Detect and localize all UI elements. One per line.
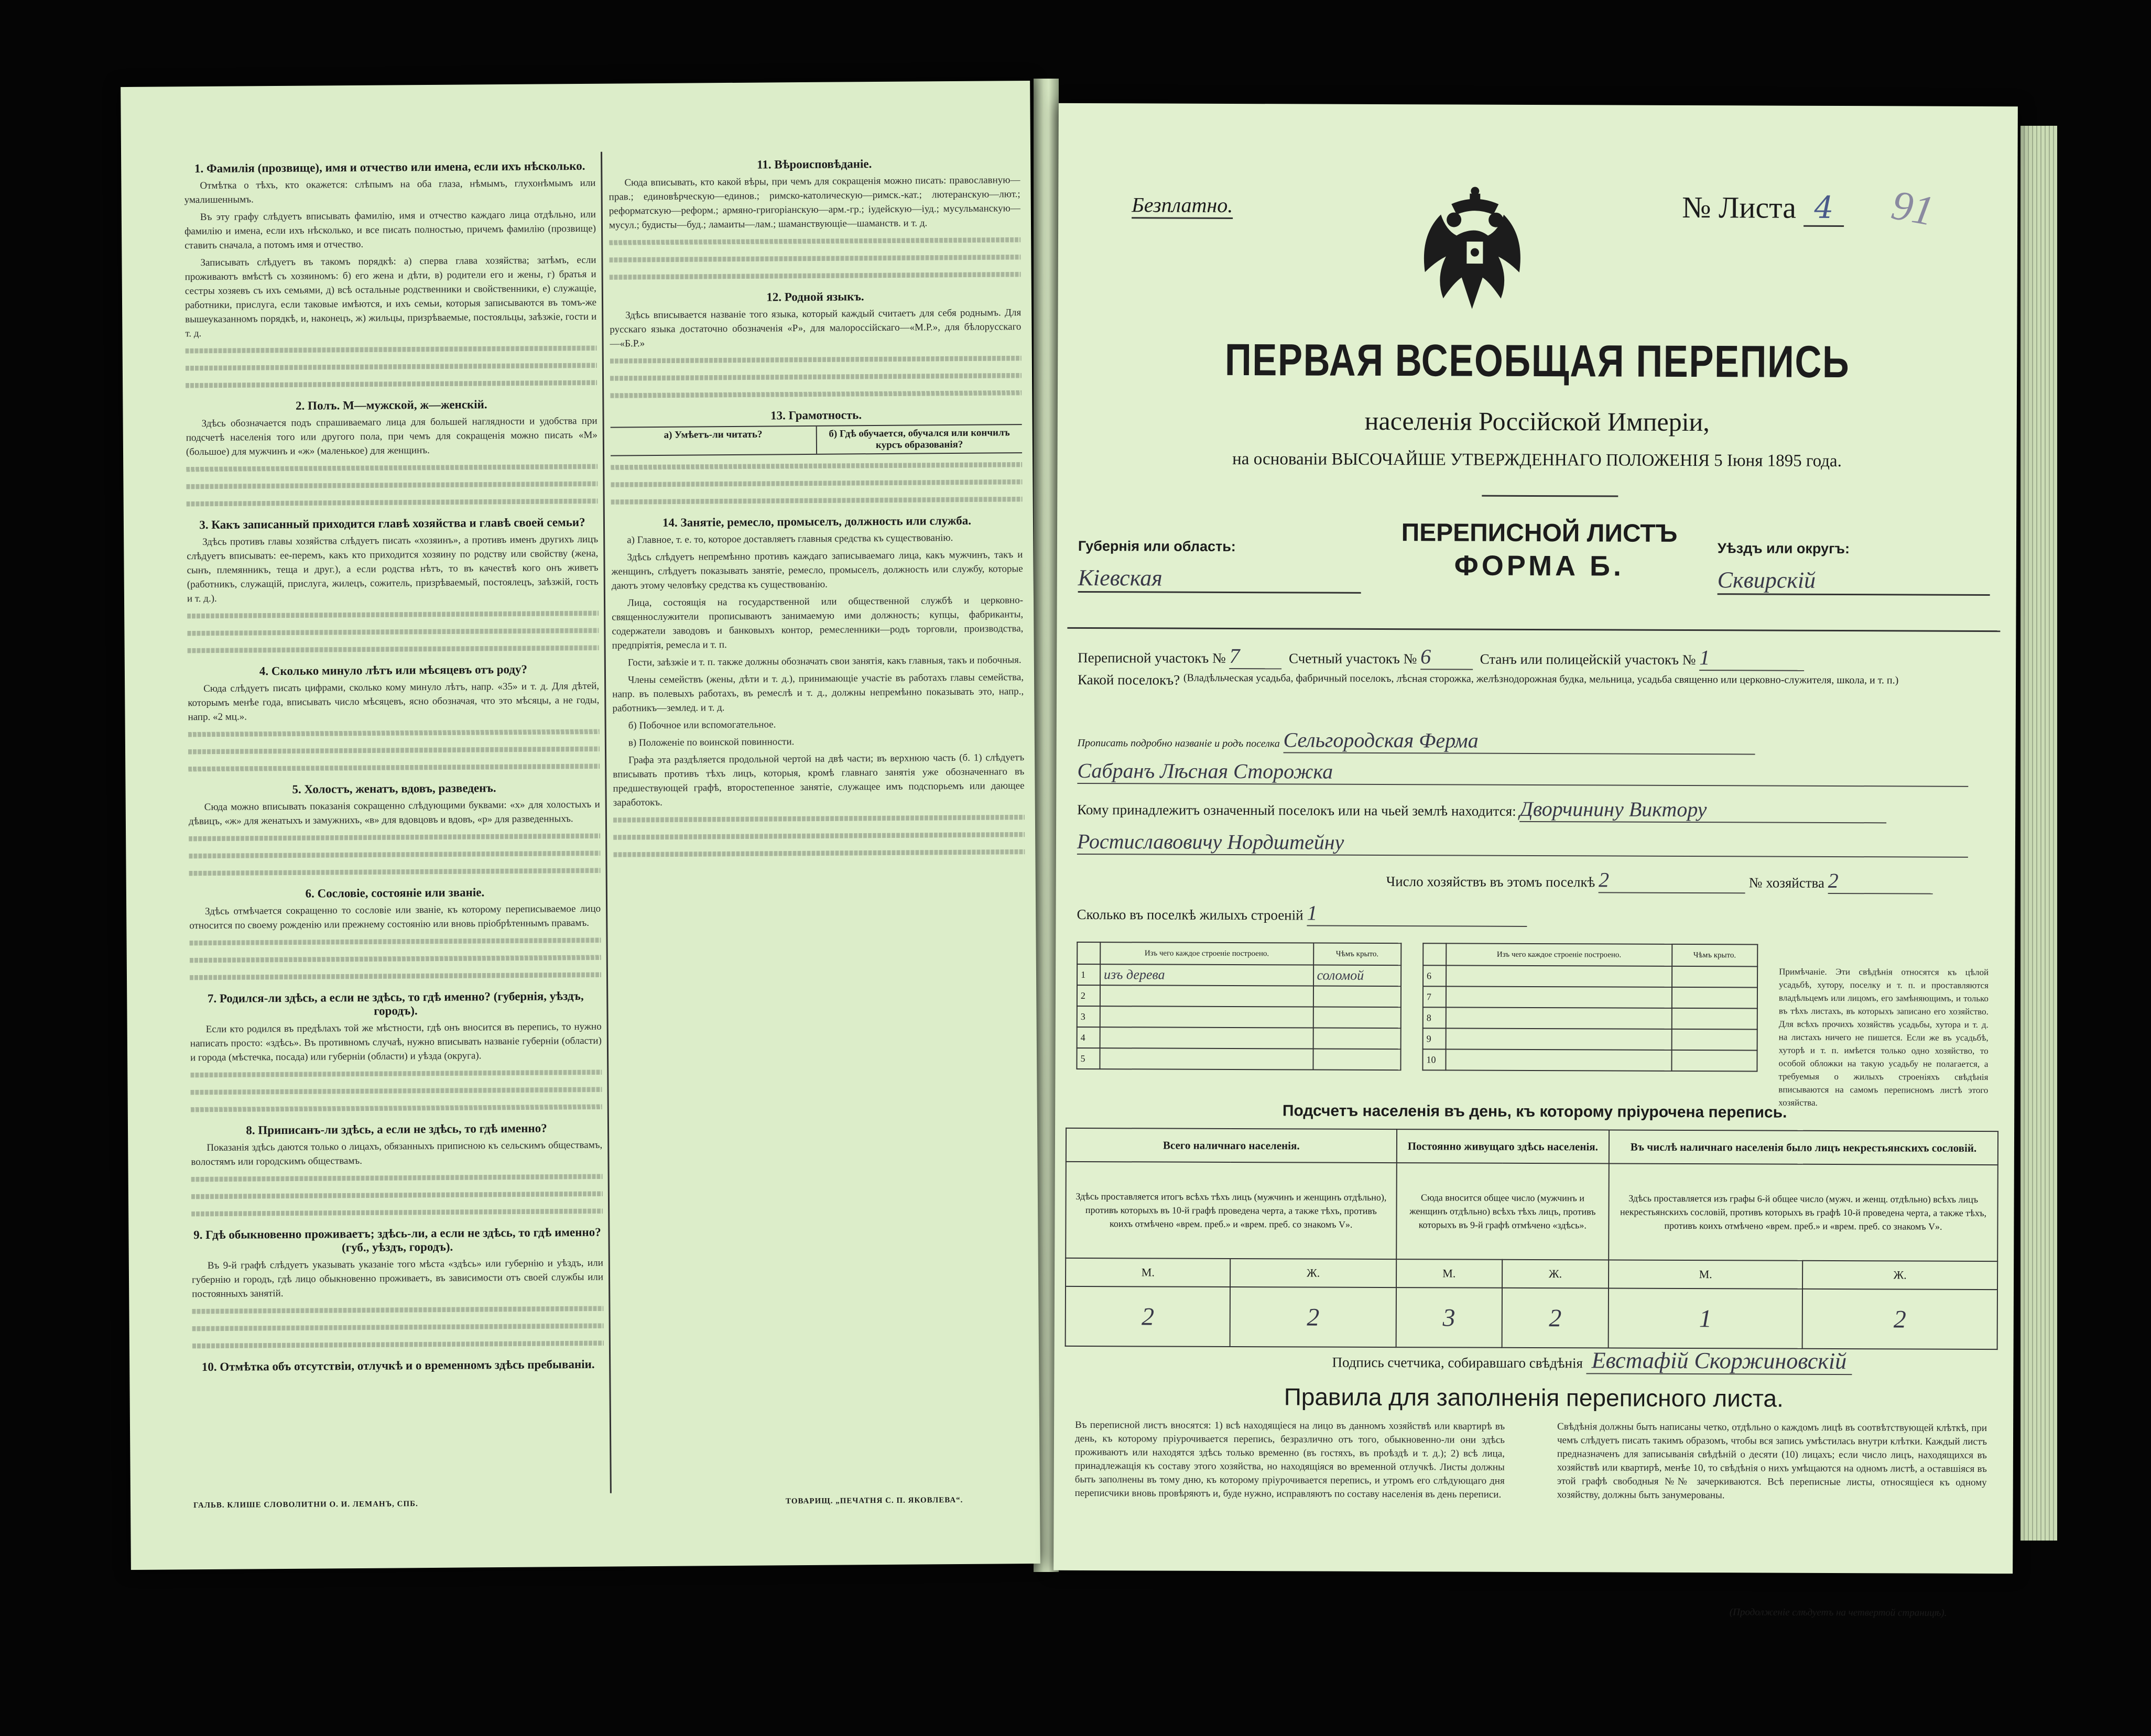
- households-label: Число хозяйствъ въ этомъ поселкѣ: [1386, 874, 1595, 890]
- pop-value-permanent-f: 2: [1502, 1288, 1609, 1348]
- building-cell-roof: [1313, 1028, 1401, 1050]
- section-title: 4. Сколько минуло лѣтъ или мѣсяцевъ отъ роду?: [259, 662, 528, 678]
- settlement-value-row: [1078, 727, 1755, 755]
- building-cell-empty: [1671, 1029, 1757, 1051]
- form-title: [1393, 518, 1686, 583]
- settlement-value2: Сабранъ Лѣсная Сторожка: [1077, 758, 1968, 787]
- owner-row: [1077, 795, 1886, 823]
- dense-text-lines: [187, 499, 598, 507]
- settlement-value-row2: [1077, 758, 1968, 787]
- stan-value: 1: [1699, 645, 1804, 671]
- form-title-line2: ФОРМА Б.: [1454, 550, 1625, 582]
- district-row: [1078, 643, 1804, 671]
- dense-text-lines: [191, 1208, 603, 1216]
- literacy-school-header: б) Гдѣ обучается, обучался или кончилъ курсъ образованія?: [829, 427, 1010, 451]
- building-row: [1077, 1027, 1401, 1049]
- section-text: Члены семействъ (жены, дѣти и т. д.), принимающіе участіе въ работахъ главы семейства, напр. въ полевыхъ работахъ, въ ремеслѣ и т. д., должны непремѣнно показывать это, напр., работникъ—землед. и т. д.: [612, 672, 1024, 714]
- section-text: Показанія здѣсь даются только о лицахъ, обязанныхъ приписною къ сельскимъ обществамъ, волостямъ или городскимъ обществамъ.: [191, 1139, 603, 1168]
- count-district-label: Счетный участокъ №: [1288, 650, 1417, 667]
- building-cell-n: 6: [1423, 965, 1446, 986]
- section-title: 6. Сословіе, состояніе или званіе.: [305, 886, 485, 900]
- continued-note: (Продолженіе слѣдуетъ на четвертой страницѣ).: [1729, 1607, 1947, 1619]
- dense-text-lines: [192, 1306, 603, 1314]
- section-title: 14. Занятіе, ремесло, промыселъ, должность или служба.: [662, 514, 971, 529]
- building-row: [1423, 1028, 1757, 1050]
- dense-text-lines: [191, 1105, 602, 1112]
- bld-header-material: Изъ чего каждое строеніе построено.: [1100, 942, 1313, 965]
- section-title: 2. Полъ. М—мужской, ж—женскій.: [296, 398, 487, 412]
- building-row: [1077, 964, 1401, 986]
- dense-text-lines: [613, 815, 1025, 823]
- section-text: Въ 9-й графѣ слѣдуетъ указывать указаніе того мѣста «здѣсь» или губернію и уѣздъ, или губернію и городъ, гдѣ лицо обыкновенно проживаетъ, въ зависимости отъ своей службы или постоянныхъ занятій.: [191, 1257, 604, 1300]
- dense-text-lines: [609, 237, 1020, 245]
- household-no-label: № хозяйства: [1748, 875, 1825, 891]
- building-row: [1077, 985, 1401, 1007]
- building-cell-empty: [1446, 965, 1672, 987]
- pop-desc-present: Здѣсь проставляется итогъ всѣхъ тѣхъ лицъ (мужчинъ и женщинъ отдѣльно), противъ которыхъ въ 10-й графѣ проведена черта, а также тѣхъ, противъ коихъ отмѣчено «врем. преб.» и «врем. преб. со знакомъ V».: [1066, 1162, 1396, 1259]
- section-title: 3. Какъ записанный приходится главѣ хозяйства и главѣ своей семьи?: [199, 515, 585, 532]
- dwellings-row: [1077, 900, 1527, 927]
- census-district-label: Переписной участокъ №: [1078, 649, 1226, 666]
- literacy-subheaders: [611, 424, 1022, 456]
- section-text: Здѣсь обозначается подъ спрашиваемаго лица для большей наглядности и удобства при подсчетѣ населенія того или другого пола, при чемъ для сокращенія можно писать «М» (большое) для мужчинъ и «ж» (маленькое) для женщинъ.: [186, 415, 598, 458]
- building-cell-roof: [1313, 1049, 1401, 1071]
- household-no-value: 2: [1828, 868, 1933, 894]
- building-cell-material: [1100, 985, 1313, 1007]
- pop-col-f: Ж.: [1502, 1260, 1609, 1289]
- dense-text-lines: [187, 611, 599, 619]
- divider: [1482, 495, 1618, 497]
- section-text: Если кто родился въ предѣлахъ той же мѣстности, гдѣ онъ вносится въ перепись, то нужно написать просто: «здѣсь». Въ противномъ случаѣ, нужно вписывать названіе губерніи (области) и города (мѣстечка, посада) или губерніи (области) и уѣзда (округа).: [190, 1021, 602, 1064]
- section-text: Здѣсь вписывается названіе того языка, который каждый считаетъ для себя роднымъ. Для русскаго языка достаточно обозначенія «Р», для малороссійскаго—«М.Р.», для бѣлорусскаго—«Б.Р.»: [610, 307, 1022, 350]
- population-table: [1065, 1128, 1998, 1350]
- dense-text-lines: [188, 646, 599, 653]
- pop-value-nonpeasant-f: 2: [1802, 1289, 1997, 1349]
- dense-text-lines: [188, 764, 600, 772]
- stan-label: Станъ или полицейскій участокъ №: [1480, 651, 1696, 668]
- signature-label: Подпись счетчика, собиравшаго свѣдѣнія: [1332, 1354, 1583, 1371]
- pop-desc-permanent: Сюда вносится общее число (мужчинъ и женщинъ отдѣльно) всѣхъ тѣхъ лицъ, противъ которыхъ въ 9-й графѣ отмѣчено «здѣсь».: [1396, 1163, 1609, 1260]
- building-cell-empty: [1446, 986, 1672, 1008]
- rules-text-right: Свѣдѣнія должны быть написаны четко, отдѣльно о каждомъ лицѣ въ соотвѣтствующей клѣткѣ, при чемъ слѣдуетъ писать такимъ образомъ, чтобы вся запись умѣстилась внутри клѣтки. Каждый листъ предназначенъ для записыванія свѣдѣній о десяти (10) лицахъ; если число лицъ, находящихся въ хозяйствѣ или квартирѣ, менѣе 10, то свѣдѣнія о нихъ умѣщаются на одномъ листѣ, а оставшіяся въ этой графѣ свободныя №№ зачеркиваются. Всѣ переписные листы, относящіеся къ одному хозяйству, должны быть занумерованы.: [1557, 1421, 1987, 1501]
- dense-text-lines: [186, 363, 597, 371]
- building-cell-n: 5: [1077, 1048, 1100, 1069]
- section-text: б) Побочное или вспомогательное.: [628, 719, 776, 731]
- building-cell-n: 10: [1422, 1049, 1446, 1070]
- settlement-hint2: Прописать подробно названіе и родъ поселка: [1077, 737, 1280, 750]
- literacy-read-header: а) Умѣетъ-ли читать?: [611, 427, 817, 455]
- pop-value-permanent-m: 3: [1396, 1287, 1502, 1348]
- pop-desc-nonpeasant: Здѣсь проставляется изъ графы 6-й общее число (мужч. и женщ. отдѣльно) всѣхъ лицъ некрестьянскихъ сословій, противъ которыхъ въ графѣ 10-й проведена черта, а также тѣхъ, противъ коихъ отмѣчено «врем. преб.» и «врем. преб. со знакомъ V».: [1609, 1163, 1998, 1261]
- page-title: ПЕРВАЯ ВСЕОБЩАЯ ПЕРЕПИСЬ: [1224, 334, 1850, 388]
- dense-text-lines: [192, 1340, 604, 1348]
- building-row: [1422, 1049, 1757, 1071]
- dense-text-lines: [189, 834, 600, 842]
- building-cell-n: 1: [1077, 964, 1100, 985]
- building-cell-empty: [1671, 987, 1757, 1009]
- sheet-number: [1682, 189, 1844, 225]
- settlement-value: Сельгородская Ферма: [1283, 727, 1755, 755]
- dense-text-lines: [191, 1191, 603, 1199]
- section-title: 9. Гдѣ обыкновенно проживаетъ; здѣсь-ли, а если не здѣсь, то гдѣ именно? (губ., уѣздъ, городъ).: [193, 1225, 601, 1254]
- double-headed-eagle-icon: [1419, 183, 1530, 325]
- pop-value-present-m: 2: [1066, 1286, 1231, 1347]
- buildings-table-right: [1422, 943, 1758, 1072]
- pop-col-m: М.: [1066, 1258, 1231, 1287]
- dense-text-lines: [188, 747, 600, 755]
- building-cell-empty: [1672, 966, 1758, 988]
- census-district-value: 7: [1229, 643, 1281, 669]
- section-title-q10: 10. Отмѣтка объ отсутствіи, отлучкѣ и о временномъ здѣсь пребываніи.: [201, 1357, 595, 1374]
- dense-text-lines: [191, 1174, 603, 1182]
- subtitle: населенія Россійской Имперіи,: [1364, 406, 1710, 437]
- building-cell-n: 9: [1423, 1028, 1446, 1049]
- households-row: [1386, 867, 1933, 894]
- pop-value-nonpeasant-m: 1: [1609, 1288, 1802, 1348]
- dense-text-lines: [190, 973, 601, 980]
- owner-value2: Ростиславовичу Нордштейну: [1077, 829, 1968, 858]
- bld-header-roof: Чѣмъ крыто.: [1313, 943, 1402, 966]
- building-cell-empty: [1671, 1008, 1757, 1030]
- printer-credit-left: ГАЛЬВ. КЛИШЕ СЛОВОЛИТНИ О. И. ЛЕМАНЪ, СПБ.: [193, 1500, 418, 1510]
- right-page: [1053, 103, 2018, 1619]
- building-cell-n: 2: [1077, 985, 1100, 1006]
- rules-text-left: Въ переписной листъ вносятся: 1) всѣ находящіеся на лицо въ данномъ хозяйствѣ или квартирѣ въ день, къ которому пріурочивается перепись, безразлично отъ того, обыкновенно-ли они здѣсь проживаютъ или находятся здѣсь только временно (въ гостяхъ, въ проѣздѣ и т. д.); 2) всѣ лица, принадлежащія къ составу этого хозяйства, но находящіяся во временной отлучкѣ. Листы должны быть заполнены въ тому дню, къ которому пріурочивается перепись, и утромъ его слѣдующаго дня переписчики вновь провѣряютъ и, буде нужно, исправляютъ по составу населенія въ день переписи.: [1074, 1419, 1505, 1500]
- signature-value: Евстафій Скоржиновскій: [1587, 1347, 1852, 1375]
- dense-text-lines: [610, 356, 1022, 364]
- section-title: 13. Грамотность.: [770, 408, 862, 422]
- pop-header-permanent: Постоянно живущаго здѣсь населенія.: [1396, 1129, 1609, 1163]
- dense-text-lines: [191, 1087, 602, 1095]
- building-cell-empty: [1671, 1050, 1757, 1072]
- dense-text-lines: [613, 849, 1025, 857]
- dwellings-label: Сколько въ поселкѣ жилыхъ строеній: [1077, 906, 1303, 923]
- left-column-b: [609, 149, 1029, 1493]
- section-text: Отмѣтка о тѣхъ, кто окажется: слѣпымъ на оба глаза, нѣмымъ, глухонѣмымъ или умалишеннымъ.: [184, 177, 596, 206]
- pop-col-m: М.: [1396, 1259, 1502, 1288]
- owner-value: Дворчинину Виктору: [1519, 796, 1886, 823]
- settlement-row: [1078, 672, 1907, 691]
- bld-header-material: Изъ чего каждое строеніе построено.: [1446, 943, 1672, 966]
- dense-text-lines: [609, 255, 1020, 263]
- pop-col-m: М.: [1609, 1260, 1802, 1289]
- section-title: 11. Вѣроисповѣданіе.: [756, 157, 872, 171]
- building-cell-roof: [1313, 1007, 1401, 1029]
- section-text: Здѣсь слѣдуетъ непремѣнно противъ каждаго записываемаго лица, какъ мужчинъ, такъ и женщинъ, слѣдуетъ показывать занятіе, ремесло, промыселъ, должность или службу, которые даютъ этому человѣку средства къ существованію.: [611, 549, 1023, 592]
- building-cell-n: 7: [1423, 986, 1446, 1007]
- section-text: Сюда вписывать, кто какой вѣры, при чемъ для сокращенія можно писать: православную—прав.; единовѣрческую—единов.; римско-католическую—римск.-кат.; лютеранскую—лют.; реформатскую—реформ.; армяно-григоріанскую—арм.-гр.; іудейскую—іуд.; мусульманскую—мусул.; будисты—буд.; ламаиты—лам.; шаманствующіе—шаманств. и т. д.: [609, 174, 1020, 231]
- section-text: Гости, заѣзжіе и т. п. также должны обозначать свои занятія, какъ главныя, такъ и побочныя.: [627, 654, 1022, 669]
- sheet-number-label: № Листа: [1682, 190, 1797, 225]
- dense-text-lines: [610, 390, 1022, 398]
- dense-text-lines: [186, 346, 597, 354]
- left-page: [121, 81, 1040, 1570]
- building-cell-material: [1100, 1048, 1313, 1069]
- header-rule: [1067, 627, 2000, 632]
- section-text: а) Главное, т. е. то, которое доставляетъ главныя средства къ существованію.: [627, 532, 953, 546]
- settlement-hint: (Владѣльческая усадьба, фабричный поселокъ, лѣсная сторожка, желѣзнодорожная будка, мельница, усадьба священно или церковно-служителя, школа, и т. п.): [1183, 672, 1899, 686]
- building-row: [1077, 1006, 1401, 1028]
- building-row: [1077, 1048, 1400, 1070]
- building-cell-empty: [1446, 1049, 1671, 1071]
- dense-text-lines: [188, 729, 600, 737]
- building-cell-n: 3: [1077, 1006, 1100, 1027]
- pop-header-present: Всего наличнаго населенія.: [1066, 1128, 1397, 1163]
- gubernia-value: Кіевская: [1078, 564, 1361, 594]
- building-cell-empty: [1446, 1007, 1672, 1029]
- owner-row2: [1077, 829, 1968, 858]
- sheet-number-value: 4: [1804, 190, 1844, 227]
- building-cell-material: [1100, 1006, 1313, 1028]
- building-row: [1423, 1007, 1757, 1029]
- note-text: Примѣчаніе. Эти свѣдѣнія относятся къ цѣлой усадьбѣ, хутору, поселку и т. п. и проставляются владѣльцемъ или лицомъ, его замѣняющимъ, и только въ тѣхъ листахъ, въ которыхъ записано его хозяйство. Для всѣхъ прочихъ хозяйствъ усадьбы, хутора и т. д. на листахъ ничего не пишется. Если же въ усадьбѣ, хуторѣ и т. п. имѣется только одно хозяйство, то особой обложки на такую усадьбу не полагается, а требуемыя о жилыхъ строеніяхъ свѣдѣнія вписываются на самомъ переписномъ листѣ этого хозяйства.: [1778, 966, 1989, 1108]
- dense-text-lines: [190, 955, 601, 963]
- section-title: 8. Приписанъ-ли здѣсь, а если не здѣсь, то гдѣ именно?: [246, 1121, 547, 1137]
- dense-text-lines: [192, 1323, 604, 1331]
- building-cell-roof: [1313, 986, 1401, 1008]
- bld-header-roof: Чѣмъ крыто.: [1672, 944, 1758, 967]
- dense-text-lines: [186, 464, 598, 472]
- dense-text-lines: [610, 373, 1022, 381]
- building-row: [1423, 986, 1757, 1008]
- section-title: 5. Холостъ, женатъ, вдовъ, разведенъ.: [292, 781, 496, 796]
- dense-text-lines: [611, 462, 1022, 470]
- section-title: 1. Фамилія (прозвище), имя и отчество или имена, если ихъ нѣсколько.: [194, 159, 585, 176]
- section-text: в) Положеніе по воинской повинности.: [628, 736, 795, 749]
- section-text: Записывать слѣдуетъ въ такомъ порядкѣ: а) сперва глава хозяйства; затѣмъ, если проживаютъ вмѣстѣ съ хозяиномъ: б) его жена и дѣти, в) родители его и жены, г) братья и сестры хозяевъ съ ихъ семьями, д) всѣ остальные родственники и свойственники, е) служащіе, работники, прислуга, если таковые имѣются, и ихъ семьи, которыя записываются въ томъ-же вышеуказанномъ порядкѣ, и, наконецъ, ж) жильцы, призрѣваемые, постояльцы, заѣзжіе, гости и т. д.: [184, 254, 597, 340]
- section-title: 12. Родной языкъ.: [766, 290, 864, 304]
- printer-credit-right: ТОВАРИЩ. „ПЕЧАТНЯ С. П. ЯКОВЛЕВА“.: [785, 1495, 963, 1506]
- building-cell-n: 4: [1077, 1027, 1100, 1048]
- section-text: Графа эта раздѣляется продольной чертой на двѣ части; въ верхнюю часть (б. 1) слѣдуетъ вписывать противъ тѣхъ лицъ, которыя, кромѣ главнаго занятія уже обозначеннаго въ предшествующей графѣ, второстепенное занятіе, служащее имъ подспорьемъ или дающее заработокъ.: [613, 752, 1025, 809]
- households-value: 2: [1599, 867, 1745, 893]
- subtitle-decree: на основаніи ВЫСОЧАЙШЕ УТВЕРЖДЕННАГО ПОЛОЖЕНІЯ 5 Іюня 1895 года.: [1232, 449, 1842, 471]
- settlement-label: Какой поселокъ?: [1078, 671, 1180, 688]
- form-title-line1: ПЕРЕПИСНОЙ ЛИСТЪ: [1401, 519, 1678, 548]
- free-label: Безплатно.: [1132, 192, 1233, 219]
- uezd-value: Сквирскій: [1718, 566, 1990, 596]
- uezd-label: Уѣздъ или округъ:: [1717, 540, 1850, 557]
- owner-label: Кому принадлежитъ означенный поселокъ или на чьей землѣ находится:: [1077, 801, 1516, 819]
- pencil-mark: 91: [1888, 182, 1938, 235]
- left-column-a: [184, 152, 605, 1496]
- building-row: [1423, 965, 1757, 987]
- dense-text-lines: [189, 851, 600, 859]
- dense-text-lines: [186, 482, 598, 489]
- pop-col-f: Ж.: [1230, 1259, 1396, 1287]
- pop-col-f: Ж.: [1802, 1261, 1997, 1290]
- section-text: Здѣсь отмѣчается сокращенно то сословіе или званіе, къ которому переписываемое лицо относится по своему рожденію или прежнему состоянію или вновь пріобрѣтеннымъ правамъ.: [189, 903, 601, 932]
- building-cell-n: 8: [1423, 1007, 1446, 1028]
- building-cell-material: [1100, 1027, 1313, 1049]
- dense-text-lines: [611, 479, 1022, 487]
- count-district-value: 6: [1420, 644, 1473, 670]
- pop-header-nonpeasant: Въ числѣ наличнаго населенія было лицъ некрестьянскихъ сословій.: [1609, 1130, 1998, 1165]
- section-text: Сюда можно вписывать показанія сокращенно слѣдующими буквами: «х» для холостыхъ и дѣвицъ, «ж» для женатыхъ и замужнихъ, «в» для вдовцовъ и вдовъ, «р» для разведенныхъ.: [188, 799, 600, 827]
- section-text: Лица, состоящія на государственной или общественной службѣ и церковно-священнослужители прописываютъ занимаемую ими должность; купцы, фабриканты, содержатели заводовъ и банковыхъ контор, ремесленники—родъ торговли, производства, предпріятія, ремесла и т. п.: [612, 595, 1024, 651]
- population-title: Подсчетъ населенія въ день, къ которому пріурочена перепись.: [1282, 1102, 1787, 1121]
- building-cell-roof: соломой: [1313, 965, 1402, 987]
- section-text: Здѣсь противъ главы хозяйства слѣдуетъ писать «хозяинъ», а противъ именъ другихъ лицъ слѣдуетъ вписывать: ее-перемъ, какъ кто приходится хозяину по родству или свойству (жена, сынъ, племянникъ, теща и друг.), а если родства нѣтъ, то въ качествѣ кого онъ живетъ (работникъ, служащій, прислуга, жилецъ, сожитель, призрѣваемый, постоялецъ, заѣзжій, гость и т. д.).: [187, 533, 599, 605]
- rules-title: Правила для заполненія переписного листа.: [1284, 1383, 1784, 1412]
- building-cell-material: изъ дерева: [1100, 964, 1313, 986]
- pop-value-present-f: 2: [1230, 1287, 1396, 1347]
- buildings-table-left: [1076, 942, 1402, 1071]
- dense-text-lines: [186, 380, 597, 388]
- gubernia-label: Губернія или область:: [1078, 538, 1236, 554]
- dense-text-lines: [190, 1070, 602, 1078]
- signature-row: [1332, 1346, 1852, 1374]
- section-text: Сюда слѣдуетъ писать цифрами, сколько кому минуло лѣтъ, напр. «35» и т. д. Для дѣтей, которымъ менѣе года, вписывать число мѣсяцевъ, ясно обозначая, что это мѣсяцы, а не годы, напр. «2 мц.».: [188, 680, 600, 723]
- section-title: 7. Родился-ли здѣсь, а если не здѣсь, то гдѣ именно? (губернія, уѣздъ, городъ).: [207, 989, 584, 1018]
- section-text: Въ эту графу слѣдуетъ вписывать фамилію, имя и отчество каждаго лица отдѣльно, или фамилію и имена, если ихъ нѣсколько, и все писать полностью, причемъ фамилію (прозвище) ставить сначала, а потомъ имя и отчество.: [184, 209, 596, 252]
- dense-text-lines: [610, 272, 1021, 280]
- building-cell-empty: [1446, 1028, 1672, 1050]
- dense-text-lines: [187, 628, 599, 636]
- page-stack-edge: [2020, 126, 2057, 1541]
- dwellings-value: 1: [1307, 900, 1527, 926]
- dense-text-lines: [189, 868, 601, 876]
- dense-text-lines: [613, 832, 1025, 840]
- dense-text-lines: [611, 497, 1023, 505]
- dense-text-lines: [190, 938, 601, 946]
